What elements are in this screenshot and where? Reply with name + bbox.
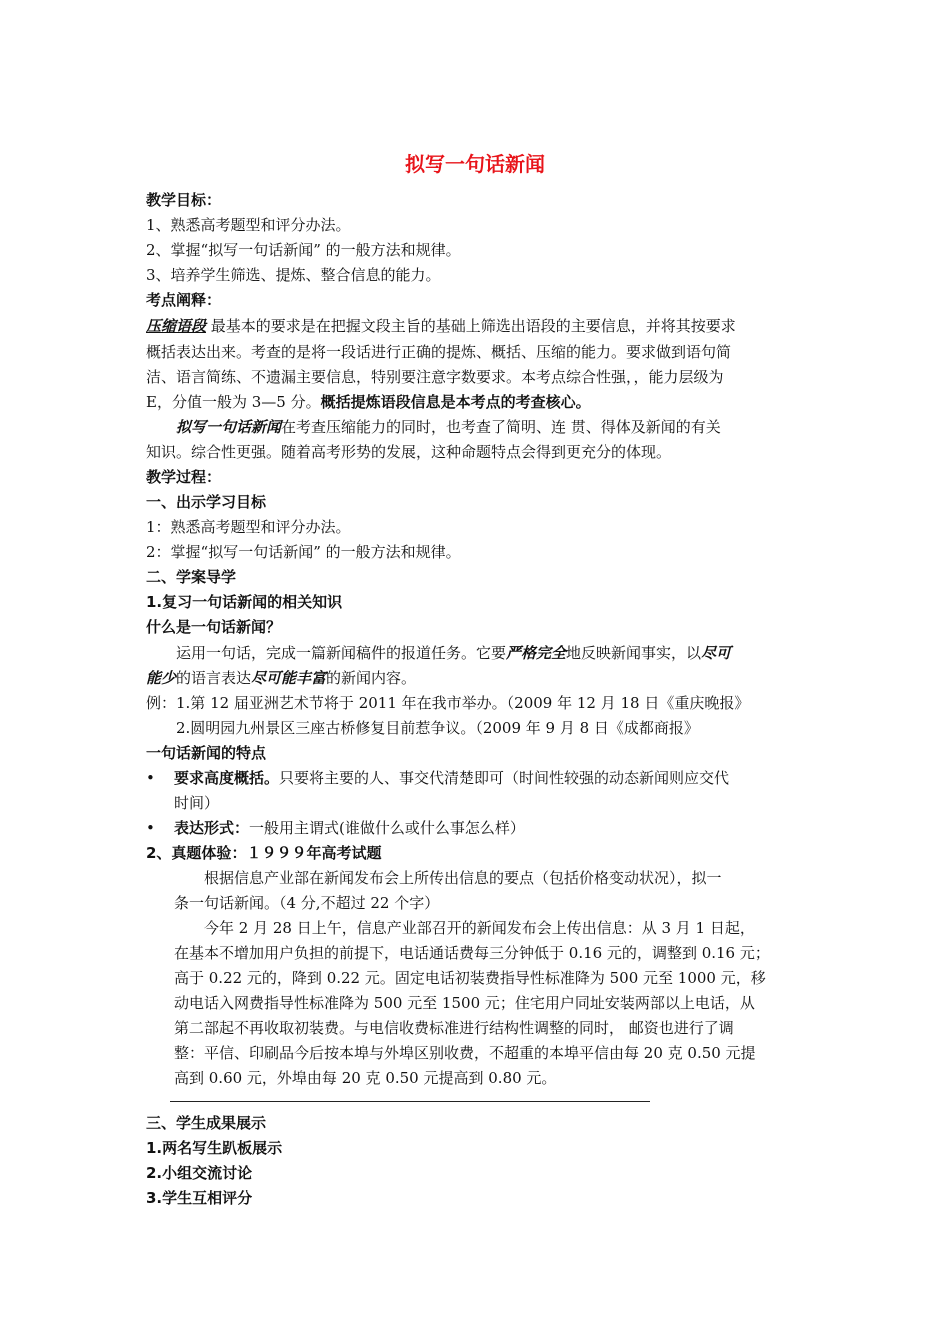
- paragraph-text: 在考查压缩能力的同时，也考查了简明、连 贯、得体及新闻的有关: [281, 418, 721, 436]
- teaching-goals-heading: 教学目标：: [146, 191, 222, 209]
- list-item: 3.学生互相评分: [146, 1189, 253, 1207]
- bullet-icon: •: [146, 769, 155, 787]
- material-line: 今年 2 月 28 日上午，信息产业部召开的新闻发布会上传出信息：从 3 月 1 日起，: [204, 919, 755, 937]
- question-heading: 什么是一句话新闻？: [146, 618, 282, 636]
- paragraph-text: E，分值一般为 3—5 分。: [146, 393, 321, 411]
- term-one-sentence-news: 拟写一句话新闻: [176, 418, 282, 436]
- feature-label: 表达形式：: [174, 819, 250, 837]
- emphasis-text: 尽可能丰富: [251, 669, 327, 687]
- subsection-heading: 1.复习一句话新闻的相关知识: [146, 593, 343, 611]
- feature-text: 一般用主谓式(谁做什么或什么事怎么样）: [249, 819, 525, 837]
- example-line: 例：1.第 12 届亚洲艺术节将于 2011 年在我市举办。（2009 年 12 月 18 日《重庆晚报》: [146, 694, 750, 712]
- list-item: 2.小组交流讨论: [146, 1164, 253, 1182]
- paragraph-text: 最基本的要求是在把握文段主旨的基础上筛选出语段的主要信息，并将其按要求: [206, 317, 736, 335]
- section-heading: 三、学生成果展示: [146, 1114, 267, 1132]
- definition-text: 地反映新闻事实，以: [566, 644, 702, 662]
- section-heading: 二、学案导学: [146, 568, 237, 586]
- material-line: 动电话入网费指导性标准降为 500 元至 1500 元；住宅用户同址安装两部以上电话，从: [174, 994, 755, 1012]
- exam-points-paragraph-line: [176, 417, 721, 437]
- feature-label: 要求高度概括。: [174, 769, 280, 787]
- definition-text: 的新闻内容。: [326, 669, 417, 687]
- bullet-icon: •: [146, 819, 155, 837]
- term-compress-passage: 压缩语段: [146, 317, 207, 335]
- feature-item: [174, 818, 525, 838]
- list-item: 1.两名写生趴板展示: [146, 1139, 283, 1157]
- question-line: 条一句话新闻。（4 分,不超过 22 个字）: [174, 894, 440, 912]
- horizontal-rule: [170, 1101, 650, 1102]
- goal-item: 2、掌握“拟写一句话新闻” 的一般方法和规律。: [146, 241, 461, 259]
- exam-points-paragraph-line: 概括表达出来。考查的是将一段话进行正确的提炼、概括、压缩的能力。要求做到语句简: [146, 343, 732, 361]
- feature-item: [174, 768, 729, 788]
- feature-item-continued: 时间）: [174, 794, 220, 812]
- definition-line: [176, 643, 731, 663]
- goal-item: 1：熟悉高考题型和评分办法。: [146, 518, 351, 536]
- process-heading: 教学过程：: [146, 468, 222, 486]
- goal-item: 3、培养学生筛选、提炼、整合信息的能力。: [146, 266, 441, 284]
- example-line: 2.圆明园九州景区三座古桥修复目前惹争议。（2009 年 9 月 8 日《成都商报》: [176, 719, 699, 737]
- definition-text: 运用一句话，完成一篇新闻稿件的报道任务。它要: [176, 644, 507, 662]
- question-line: 根据信息产业部在新闻发布会上所传出信息的要点（包括价格变动状况），拟一: [204, 869, 722, 887]
- exam-points-paragraph-line: 洁、语言简练、不遗漏主要信息，特别要注意字数要求。本考点综合性强，，能力层级为: [146, 368, 724, 386]
- material-line: 第二部起不再收取初装费。与电信收费标准进行结构性调整的同时， 邮资也进行了调: [174, 1019, 734, 1037]
- core-statement: 概括提炼语段信息是本考点的考查核心。: [320, 393, 591, 411]
- exam-points-heading: 考点阐释：: [146, 291, 222, 309]
- material-line: 在基本不增加用户负担的前提下，电话通话费每三分钟低于 0.16 元的，调整到 0.16 元；: [174, 944, 770, 962]
- material-line: 高于 0.22 元的，降到 0.22 元。固定电话初装费指导性标准降为 500 元至 1000 元，移: [174, 969, 766, 987]
- exam-points-paragraph-line: [146, 392, 591, 412]
- emphasis-text: 能少: [146, 669, 177, 687]
- exam-points-paragraph-line: 知识。综合性更强。随着高考形势的发展，这种命题特点会得到更充分的体现。: [146, 443, 672, 461]
- subsection-heading: 2、真题体验：１９９９年高考试题: [146, 844, 382, 862]
- page-title: 拟写一句话新闻: [405, 152, 545, 176]
- definition-line: [146, 668, 416, 688]
- feature-text: 只要将主要的人、事交代清楚即可（时间性较强的动态新闻则应交代: [279, 769, 730, 787]
- definition-text: 的语言表达: [176, 669, 252, 687]
- exam-points-paragraph-line: [146, 316, 736, 336]
- goal-item: 1、熟悉高考题型和评分办法。: [146, 216, 351, 234]
- goal-item: 2：掌握“拟写一句话新闻” 的一般方法和规律。: [146, 543, 461, 561]
- emphasis-text: 严格完全: [506, 644, 567, 662]
- material-line: 整：平信、印刷品今后按本埠与外埠区别收费，不超重的本埠平信由每 20 克 0.50 元提: [174, 1044, 756, 1062]
- features-heading: 一句话新闻的特点: [146, 744, 267, 762]
- section-heading: 一、出示学习目标: [146, 493, 267, 511]
- material-line: 高到 0.60 元，外埠由每 20 克 0.50 元提高到 0.80 元。: [174, 1069, 557, 1087]
- emphasis-text: 尽可: [701, 644, 732, 662]
